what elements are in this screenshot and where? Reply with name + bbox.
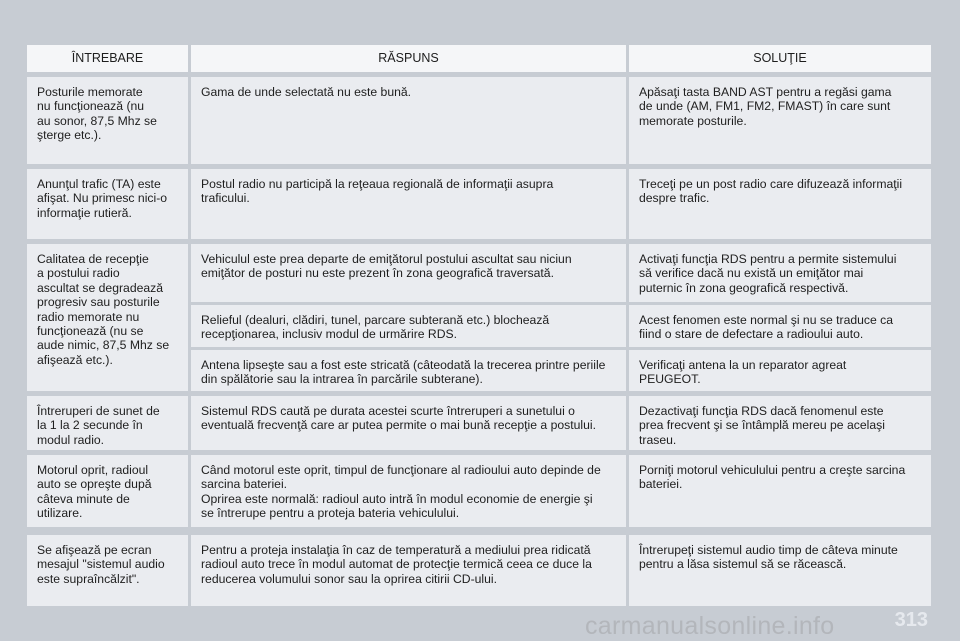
page-number: 313 — [894, 609, 928, 631]
row-3-solution-2: Acest fenomen este normal şi nu se traduce ca fiind o stare de defectare a radioului auto. — [629, 305, 931, 347]
row-4-solution: Dezactivaţi funcţia RDS dacă fenomenul este prea frecvent şi se întâmplă mereu pe acelaşi traseu. — [629, 396, 931, 450]
row-3-solution-1: Activaţi funcţia RDS pentru a permite sistemului să verifice dacă nu există un emiţător mai puternic în zona geografică respectivă. — [629, 244, 931, 302]
header-answer: RĂSPUNS — [191, 45, 626, 72]
row-6-answer: Pentru a proteja instalaţia în caz de temperatură a mediului prea ridicată radioul auto trece în modul automat de protecţie termică ceea ce duce la reducerea volumului sonor sau la oprirea citirii CD-ului. — [191, 535, 626, 606]
row-5-question: Motorul oprit, radioul auto se opreşte după câteva minute de utilizare. — [27, 455, 188, 527]
row-1-solution: Apăsaţi tasta BAND AST pentru a regăsi gama de unde (AM, FM1, FM2, FMAST) în care sunt memorate posturile. — [629, 77, 931, 164]
header-solution: SOLUŢIE — [629, 45, 931, 72]
row-1-question: Posturile memorate nu funcţionează (nu au sonor, 87,5 Mhz se şterge etc.). — [27, 77, 188, 164]
row-2-solution: Treceţi pe un post radio care difuzează informaţii despre trafic. — [629, 169, 931, 239]
row-3-answer-2: Relieful (dealuri, clădiri, tunel, parcare subterană etc.) blochează recepţionarea, inclusiv modul de urmărire RDS. — [191, 305, 626, 347]
row-6-question: Se afişează pe ecran mesajul "sistemul audio este supraîncălzit". — [27, 535, 188, 606]
row-4-answer: Sistemul RDS caută pe durata acestei scurte întreruperi a sunetului o eventuală frecvenţă care ar putea permite o mai bună recepţie a postului. — [191, 396, 626, 450]
watermark: carmanualsonline.info — [585, 612, 835, 640]
row-5-answer: Când motorul este oprit, timpul de funcţionare al radioului auto depinde de sarcina bateriei. Oprirea este normală: radioul auto intră în modul economie de energie şi se întrerupe pentru a proteja bateria vehiculului. — [191, 455, 626, 527]
row-5-solution: Porniţi motorul vehiculului pentru a creşte sarcina bateriei. — [629, 455, 931, 527]
row-3-answer-1: Vehiculul este prea departe de emiţătorul postului ascultat sau niciun emiţător de posturi nu este prezent în zona geografică traversată. — [191, 244, 626, 302]
row-3-solution-3: Verificaţi antena la un reparator agreat PEUGEOT. — [629, 350, 931, 391]
row-2-question: Anunţul trafic (TA) este afişat. Nu primesc nici-o informaţie rutieră. — [27, 169, 188, 239]
row-2-answer: Postul radio nu participă la reţeaua regională de informaţii asupra traficului. — [191, 169, 626, 239]
header-question: ÎNTREBARE — [27, 45, 188, 72]
row-4-question: Întreruperi de sunet de la 1 la 2 secunde în modul radio. — [27, 396, 188, 450]
row-1-answer: Gama de unde selectată nu este bună. — [191, 77, 626, 164]
row-6-solution: Întrerupeţi sistemul audio timp de câteva minute pentru a lăsa sistemul să se răcească. — [629, 535, 931, 606]
row-3-question: Calitatea de recepţie a postului radio ascultat se degradează progresiv sau posturile radio memorate nu funcţionează (nu se aude nimic, 87,5 Mhz se afişează etc.). — [27, 244, 188, 391]
row-3-answer-3: Antena lipseşte sau a fost este stricată (câteodată la trecerea printre periile din spălătorie sau la intrarea în parcările subterane). — [191, 350, 626, 391]
